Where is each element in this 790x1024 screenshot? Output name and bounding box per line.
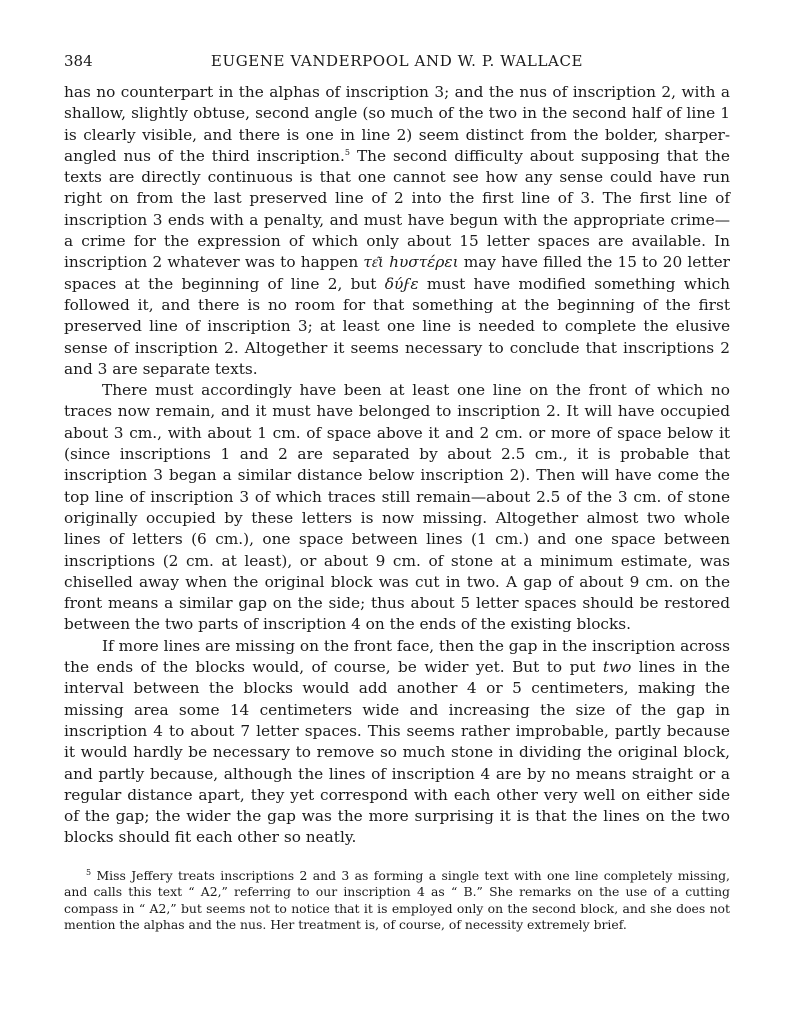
footnote-text: Miss Jeffery treats inscriptions 2 and 3 as forming a single text with one line completely missing, and calls this text “ A2,” referring to our inscription 4 as “ B.” She remarks on the use of a cutting compass in “ A2,” but seems not to notice that it is employed only on the second block, and she does not mention the alphas and the nus. Her treatment is, of course, of necessity extremely brief. bbox=[64, 867, 730, 933]
paragraph-1-text-b: The second difficulty about supposing that the texts are directly continuous is that one cannot see how any sense could have run right on from the last preserved line of 2 into the first line of 3. The first line of inscription 3 ends with a penalty, and must have begun with the appropriate crime—a crime for the expression of which only about 15 letter spaces are available. In inscription 2 whatever was to happen bbox=[64, 146, 730, 272]
page-header bbox=[64, 52, 730, 82]
paragraph-3 bbox=[64, 636, 730, 849]
paragraph-1-text-d: must have modified something which followed it, and there is no room for that something at the beginning of the first preserved line of inscription 3; at least one line is needed to complete the elusive sense of inscription 2. Altogether it seems necessary to conclude that inscriptions 2 and 3 are separate texts. bbox=[64, 274, 730, 378]
body-text bbox=[64, 82, 730, 849]
greek-word: δύϝε bbox=[384, 274, 419, 293]
paragraph-3-text-a: If more lines are missing on the front face, then the gap in the inscription across the ends of the blocks would, of course, be wider yet. But to put bbox=[64, 636, 730, 677]
footnote bbox=[64, 868, 730, 934]
paragraph-2: There must accordingly have been at least one line on the front of which no traces now remain, and it must have belonged to inscription 2. It will have occupied about 3 cm., with about 1 cm. of space above it and 2 cm. or more of space below it (since inscriptions 1 and 2 are separated by about 2.5 cm., it is probable that inscription 3 began a similar distance below inscription 2). Then will have come the top line of inscription 3 of which traces still remain—about 2.5 of the 3 cm. of stone originally occupied by these letters is now missing. Altogether almost two whole lines of letters (6 cm.), one space between lines (1 cm.) and one space between inscriptions (2 cm. at least), or about 9 cm. of stone at a minimum estimate, was chiselled away when the original block was cut in two. A gap of about 9 cm. on the front means a similar gap on the side; thus about 5 letter spaces should be restored between the two parts of inscription 4 on the ends of the existing blocks. bbox=[64, 381, 730, 634]
paragraph-1 bbox=[64, 82, 730, 380]
paragraph-1-text-a: has no counterpart in the alphas of inscription 3; and the nus of inscription 2, with a shallow, slightly obtuse, second angle (so much of the two in the second half of line 1 is clearly visible, and there is one in line 2) seem distinct from the bolder, sharper-angled nus of the third inscription. bbox=[64, 83, 730, 165]
paragraph-1-text-c: may have filled the 15 to 20 letter spaces at the beginning of line 2, but bbox=[64, 253, 730, 293]
emphasis-two: two bbox=[602, 658, 632, 677]
footnote-number: 5 bbox=[86, 867, 92, 877]
paragraph-3-text-b: lines in the interval between the blocks would add another 4 or 5 centimeters, making the missing area some 14 centimeters wide and increasing the size of the gap in inscription 4 to about 7 letter spaces. This seems rather improbable, partly because it would hardly be necessary to remove so much stone in dividing the original block, and partly because, although the lines of inscription 4 are by no means straight or a regular distance apart, they yet correspond with each other very well on either side of the gap; the wider the gap was the more surprising it is that the lines on the two blocks should fit each other so neatly. bbox=[64, 658, 730, 847]
page bbox=[64, 52, 730, 934]
running-head: EUGENE VANDERPOOL AND W. P. WALLACE bbox=[210, 52, 584, 70]
greek-phrase: τε͂ι hυστέρει bbox=[363, 253, 459, 272]
page-number: 384 bbox=[64, 52, 93, 70]
footnote-reference: 5 bbox=[344, 147, 350, 157]
